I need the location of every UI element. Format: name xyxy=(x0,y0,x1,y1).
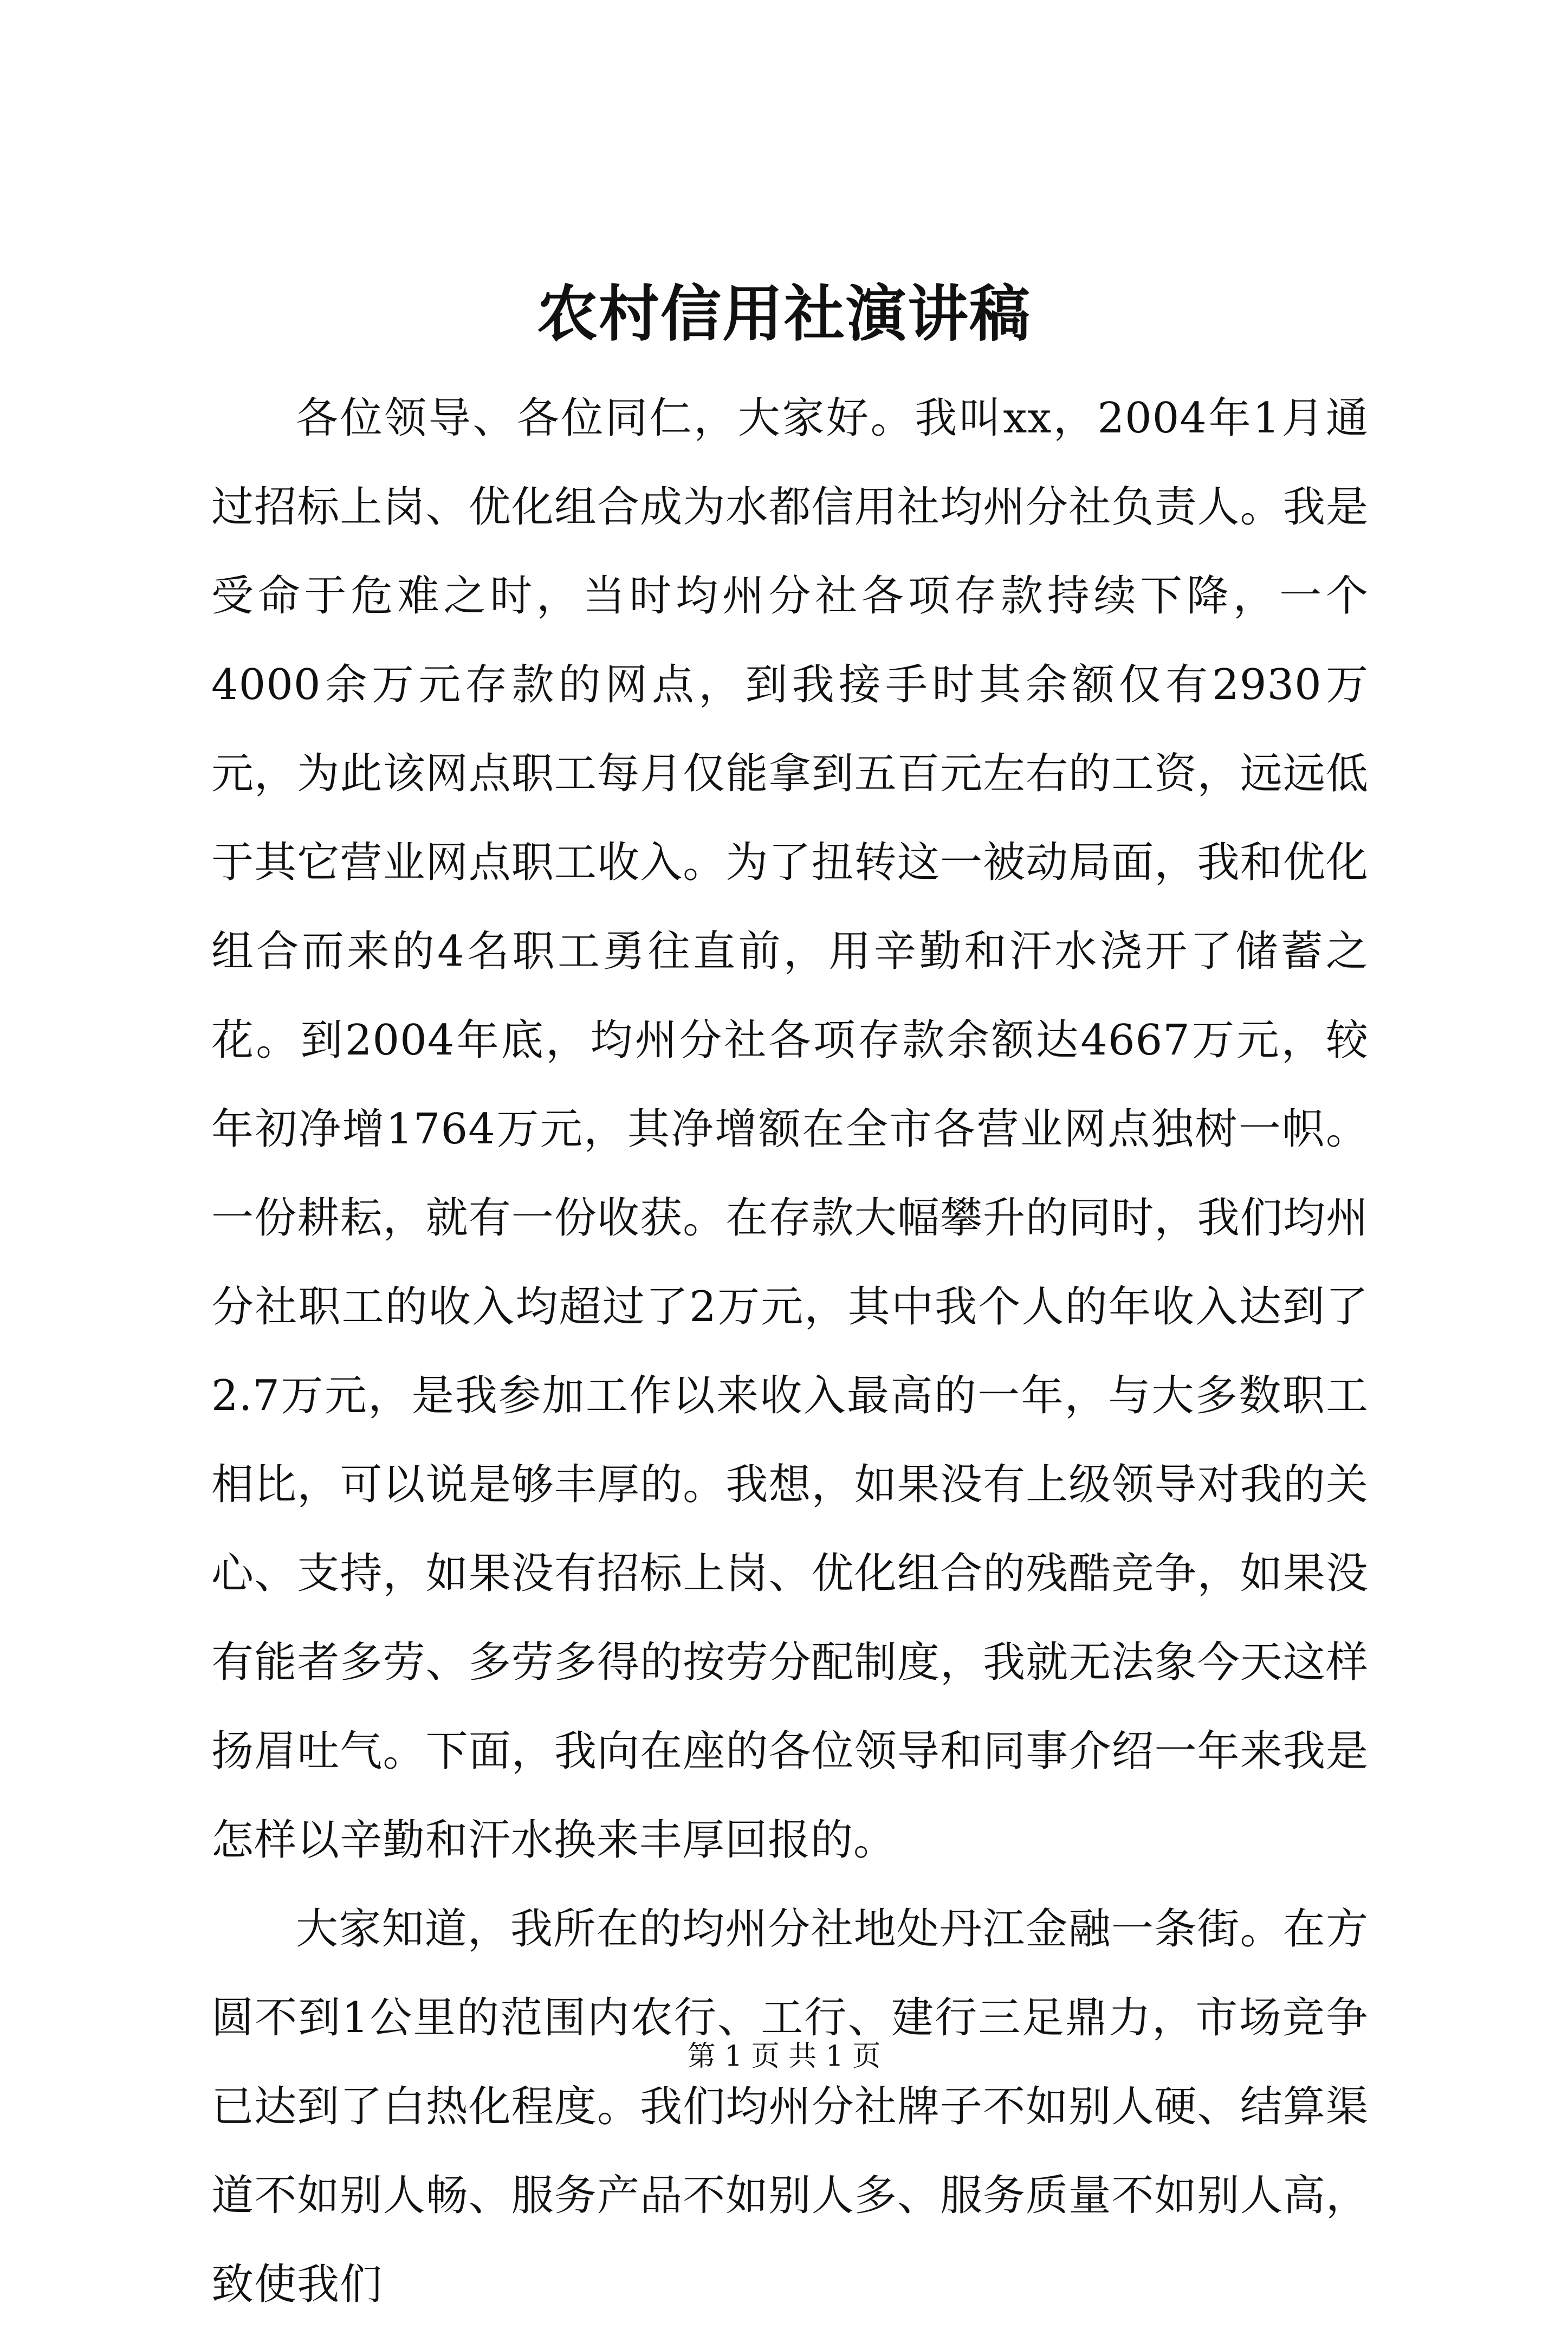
document-body xyxy=(211,374,1369,2329)
document-title: 农村信用社演讲稿 xyxy=(537,279,1031,350)
paragraph-2: 大家知道，我所在的均州分社地处丹江金融一条街。在方圆不到1公里的范围内农行、工行、建行三足鼎力，市场竞争已达到了白热化程度。我们均州分社牌子不如别人硬、结算渠道不如别人畅、服务产品不如别人多、服务质量不如别人高，致使我们 xyxy=(211,1905,1369,2309)
paragraph-1: 各位领导、各位同仁，大家好。我叫xx，2004年1月通过招标上岗、优化组合成为水都信用社均州分社负责人。我是受命于危难之时，当时均州分社各项存款持续下降，一个4000余万元存款的网点，到我接手时其余额仅有2930万元，为此该网点职工每月仅能拿到五百元左右的工资，远远低于其它营业网点职工收入。为了扭转这一被动局面，我和优化组合而来的4名职工勇往直前，用辛勤和汗水浇开了储蓄之花。到2004年底，均州分社各项存款余额达4667万元，较年初净增1764万元，其净增额在全市各营业网点独树一帜。一份耕耘，就有一份收获。在存款大幅攀升的同时，我们均州分社职工的收入均超过了2万元，其中我个人的年收入达到了2.7万元，是我参加工作以来收入最高的一年，与大多数职工相比，可以说是够丰厚的。我想，如果没有上级领导对我的关心、支持，如果没有招标上岗、优化组合的残酷竞争，如果没有能者多劳、多劳多得的按劳分配制度，我就无法象今天这样扬眉吐气。下面，我向在座的各位领导和同事介绍一年来我是怎样以辛勤和汗水换来丰厚回报的。 xyxy=(211,394,1369,1865)
page-footer: 第 1 页 共 1 页 xyxy=(687,2040,881,2073)
